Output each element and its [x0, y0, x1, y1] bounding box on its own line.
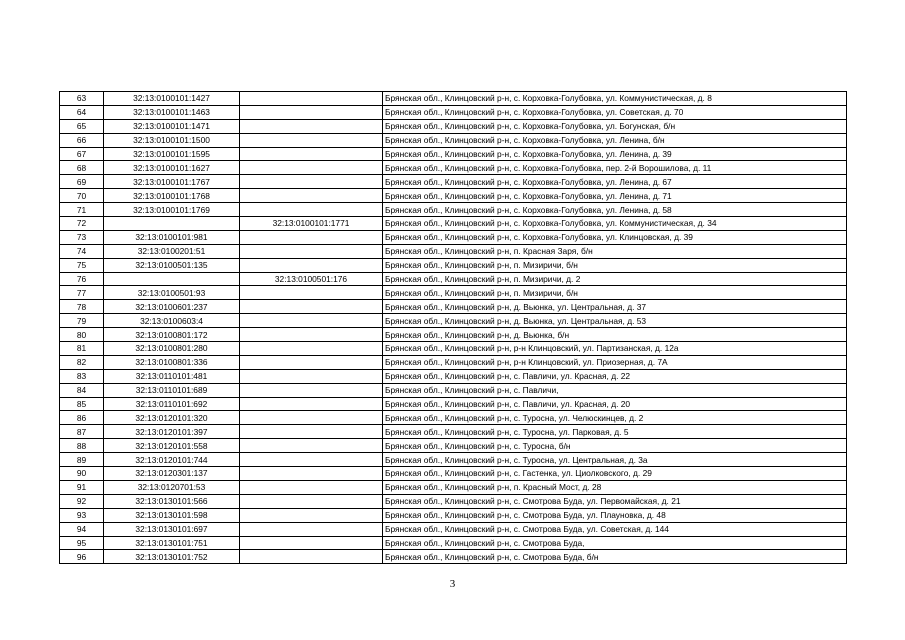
address-cell: Брянская обл., Клинцовский р-н, р-н Клинцовский, ул. Партизанская, д. 12а: [383, 342, 847, 356]
cadastral-number-alt-cell: [240, 147, 383, 161]
address-cell: Брянская обл., Клинцовский р-н, с. Туросна, ул. Парковая, д. 5: [383, 425, 847, 439]
address-cell: Брянская обл., Клинцовский р-н, с. Корховка-Голубовка, ул. Коммунистическая, д. 34: [383, 217, 847, 231]
table-row: [60, 217, 847, 231]
table-row: [60, 286, 847, 300]
row-number-cell: 77: [60, 286, 104, 300]
row-number-cell: 95: [60, 536, 104, 550]
address-cell: Брянская обл., Клинцовский р-н, п. Мизиричи, д. 2: [383, 272, 847, 286]
cadastral-number-cell: 32:13:0120101:744: [104, 453, 240, 467]
cadastral-number-alt-cell: [240, 550, 383, 564]
cadastral-number-cell: 32:13:0100601:237: [104, 300, 240, 314]
cadastral-number-alt-cell: [240, 258, 383, 272]
table-row: [60, 328, 847, 342]
table-row: [60, 133, 847, 147]
row-number-cell: 75: [60, 258, 104, 272]
table-row: [60, 439, 847, 453]
row-number-cell: 64: [60, 105, 104, 119]
cadastral-number-alt-cell: [240, 105, 383, 119]
address-cell: Брянская обл., Клинцовский р-н, с. Павличи,: [383, 383, 847, 397]
cadastral-number-cell: 32:13:0130101:751: [104, 536, 240, 550]
address-cell: Брянская обл., Клинцовский р-н, п. Мизиричи, б/н: [383, 286, 847, 300]
cadastral-number-alt-cell: 32:13:0100501:176: [240, 272, 383, 286]
table-row: [60, 314, 847, 328]
address-cell: Брянская обл., Клинцовский р-н, с. Смотрова Буда, ул. Плауновка, д. 48: [383, 508, 847, 522]
row-number-cell: 91: [60, 480, 104, 494]
table-row: [60, 272, 847, 286]
table-row: [60, 119, 847, 133]
table-row: [60, 550, 847, 564]
table-row: [60, 161, 847, 175]
cadastral-number-alt-cell: [240, 480, 383, 494]
cadastral-number-cell: 32:13:0100101:1463: [104, 105, 240, 119]
cadastral-number-cell: [104, 217, 240, 231]
address-cell: Брянская обл., Клинцовский р-н, с. Корховка-Голубовка, ул. Советская, д. 70: [383, 105, 847, 119]
cadastral-number-alt-cell: [240, 342, 383, 356]
address-cell: Брянская обл., Клинцовский р-н, с. Корховка-Голубовка, ул. Клинцовская, д. 39: [383, 230, 847, 244]
cadastral-number-cell: 32:13:0100101:1769: [104, 203, 240, 217]
cadastral-number-alt-cell: [240, 453, 383, 467]
cadastral-number-alt-cell: [240, 439, 383, 453]
cadastral-number-alt-cell: [240, 397, 383, 411]
address-cell: Брянская обл., Клинцовский р-н, с. Корховка-Голубовка, ул. Коммунистическая, д. 8: [383, 92, 847, 106]
address-cell: Брянская обл., Клинцовский р-н, с. Гастенка, ул. Циолковского, д. 29: [383, 467, 847, 481]
cadastral-number-alt-cell: [240, 328, 383, 342]
cadastral-number-alt-cell: [240, 425, 383, 439]
cadastral-number-alt-cell: [240, 189, 383, 203]
row-number-cell: 79: [60, 314, 104, 328]
cadastral-number-alt-cell: [240, 383, 383, 397]
address-cell: Брянская обл., Клинцовский р-н, с. Корховка-Голубовка, ул. Ленина, д. 39: [383, 147, 847, 161]
table-row: [60, 203, 847, 217]
cadastral-number-cell: [104, 272, 240, 286]
row-number-cell: 92: [60, 494, 104, 508]
row-number-cell: 89: [60, 453, 104, 467]
cadastral-number-cell: 32:13:0110101:481: [104, 369, 240, 383]
row-number-cell: 66: [60, 133, 104, 147]
address-cell: Брянская обл., Клинцовский р-н, с. Корховка-Голубовка, ул. Ленина, б/н: [383, 133, 847, 147]
cadastral-number-cell: 32:13:0130101:752: [104, 550, 240, 564]
table-row: [60, 453, 847, 467]
cadastral-number-cell: 32:13:0100101:1595: [104, 147, 240, 161]
table-row: [60, 230, 847, 244]
address-cell: Брянская обл., Клинцовский р-н, с. Корховка-Голубовка, пер. 2-й Ворошилова, д. 11: [383, 161, 847, 175]
table-row: [60, 300, 847, 314]
address-cell: Брянская обл., Клинцовский р-н, с. Корховка-Голубовка, ул. Ленина, д. 71: [383, 189, 847, 203]
cadastral-number-alt-cell: [240, 175, 383, 189]
cadastral-number-alt-cell: [240, 314, 383, 328]
row-number-cell: 69: [60, 175, 104, 189]
address-cell: Брянская обл., Клинцовский р-н, д. Вьюнка, ул. Центральная, д. 53: [383, 314, 847, 328]
cadastral-number-cell: 32:13:0100801:336: [104, 355, 240, 369]
row-number-cell: 87: [60, 425, 104, 439]
cadastral-number-cell: 32:13:0120301:137: [104, 467, 240, 481]
cadastral-number-alt-cell: [240, 244, 383, 258]
table-row: [60, 244, 847, 258]
row-number-cell: 84: [60, 383, 104, 397]
cadastral-number-alt-cell: [240, 161, 383, 175]
row-number-cell: 78: [60, 300, 104, 314]
cadastral-number-cell: 32:13:0100501:135: [104, 258, 240, 272]
cadastral-number-alt-cell: [240, 508, 383, 522]
cadastral-number-alt-cell: [240, 203, 383, 217]
row-number-cell: 73: [60, 230, 104, 244]
cadastral-number-cell: 32:13:0110101:692: [104, 397, 240, 411]
table-row: [60, 258, 847, 272]
address-cell: Брянская обл., Клинцовский р-н, п. Мизиричи, б/н: [383, 258, 847, 272]
cadastral-number-alt-cell: [240, 92, 383, 106]
address-cell: Брянская обл., Клинцовский р-н, с. Корховка-Голубовка, ул. Ленина, д. 67: [383, 175, 847, 189]
cadastral-number-cell: 32:13:0130101:566: [104, 494, 240, 508]
table-body: [60, 92, 847, 564]
address-cell: Брянская обл., Клинцовский р-н, с. Смотрова Буда, ул. Первомайская, д. 21: [383, 494, 847, 508]
row-number-cell: 74: [60, 244, 104, 258]
row-number-cell: 76: [60, 272, 104, 286]
property-registry-table: [59, 91, 847, 564]
row-number-cell: 72: [60, 217, 104, 231]
address-cell: Брянская обл., Клинцовский р-н, с. Павличи, ул. Красная, д. 20: [383, 397, 847, 411]
table-row: [60, 147, 847, 161]
row-number-cell: 85: [60, 397, 104, 411]
table-row: [60, 105, 847, 119]
address-cell: Брянская обл., Клинцовский р-н, п. Красная Заря, б/н: [383, 244, 847, 258]
row-number-cell: 83: [60, 369, 104, 383]
table-row: [60, 369, 847, 383]
address-cell: Брянская обл., Клинцовский р-н, с. Туросна, ул. Центральная, д. 3а: [383, 453, 847, 467]
cadastral-number-cell: 32:13:0120101:397: [104, 425, 240, 439]
table-row: [60, 175, 847, 189]
address-cell: Брянская обл., Клинцовский р-н, д. Вьюнка, б/н: [383, 328, 847, 342]
row-number-cell: 67: [60, 147, 104, 161]
table-row: [60, 522, 847, 536]
cadastral-number-cell: 32:13:0100201:51: [104, 244, 240, 258]
cadastral-number-cell: 32:13:0120101:320: [104, 411, 240, 425]
row-number-cell: 70: [60, 189, 104, 203]
cadastral-number-alt-cell: [240, 119, 383, 133]
cadastral-number-cell: 32:13:0100801:172: [104, 328, 240, 342]
table-row: [60, 383, 847, 397]
address-cell: Брянская обл., Клинцовский р-н, с. Туросна, ул. Челюскинцев, д. 2: [383, 411, 847, 425]
table-row: [60, 425, 847, 439]
table-row: [60, 397, 847, 411]
cadastral-number-cell: 32:13:0120101:558: [104, 439, 240, 453]
table-row: [60, 494, 847, 508]
table-row: [60, 189, 847, 203]
cadastral-number-alt-cell: [240, 355, 383, 369]
cadastral-number-alt-cell: [240, 230, 383, 244]
row-number-cell: 96: [60, 550, 104, 564]
table-row: [60, 342, 847, 356]
table-row: [60, 508, 847, 522]
cadastral-number-cell: 32:13:0100501:93: [104, 286, 240, 300]
cadastral-number-alt-cell: [240, 536, 383, 550]
page-number: 3: [449, 578, 456, 590]
cadastral-number-cell: 32:13:0100101:1471: [104, 119, 240, 133]
cadastral-number-cell: 32:13:0100801:280: [104, 342, 240, 356]
table-row: [60, 411, 847, 425]
address-cell: Брянская обл., Клинцовский р-н, д. Вьюнка, ул. Центральная, д. 37: [383, 300, 847, 314]
address-cell: Брянская обл., Клинцовский р-н, с. Корховка-Голубовка, ул. Ленина, д. 58: [383, 203, 847, 217]
cadastral-number-alt-cell: [240, 467, 383, 481]
row-number-cell: 68: [60, 161, 104, 175]
table-row: [60, 536, 847, 550]
cadastral-number-cell: 32:13:0100101:981: [104, 230, 240, 244]
address-cell: Брянская обл., Клинцовский р-н, с. Корховка-Голубовка, ул. Богунская, б/н: [383, 119, 847, 133]
cadastral-number-cell: 32:13:0100101:1627: [104, 161, 240, 175]
cadastral-number-cell: 32:13:0100101:1768: [104, 189, 240, 203]
cadastral-number-cell: 32:13:0100101:1500: [104, 133, 240, 147]
row-number-cell: 86: [60, 411, 104, 425]
cadastral-number-alt-cell: [240, 411, 383, 425]
row-number-cell: 65: [60, 119, 104, 133]
cadastral-number-cell: 32:13:0120701:53: [104, 480, 240, 494]
address-cell: Брянская обл., Клинцовский р-н, с. Туросна, б/н: [383, 439, 847, 453]
row-number-cell: 88: [60, 439, 104, 453]
table-row: [60, 355, 847, 369]
table-row: [60, 92, 847, 106]
table-row: [60, 467, 847, 481]
cadastral-number-alt-cell: [240, 494, 383, 508]
address-cell: Брянская обл., Клинцовский р-н, с. Смотрова Буда, ул. Советская, д. 144: [383, 522, 847, 536]
cadastral-number-alt-cell: [240, 286, 383, 300]
row-number-cell: 63: [60, 92, 104, 106]
cadastral-number-cell: 32:13:0100101:1427: [104, 92, 240, 106]
address-cell: Брянская обл., Клинцовский р-н, с. Смотрова Буда,: [383, 536, 847, 550]
address-cell: Брянская обл., Клинцовский р-н, с. Павличи, ул. Красная, д. 22: [383, 369, 847, 383]
row-number-cell: 93: [60, 508, 104, 522]
table-row: [60, 480, 847, 494]
cadastral-number-alt-cell: [240, 369, 383, 383]
cadastral-number-alt-cell: [240, 300, 383, 314]
address-cell: Брянская обл., Клинцовский р-н, с. Смотрова Буда, б/н: [383, 550, 847, 564]
cadastral-number-alt-cell: 32:13:0100101:1771: [240, 217, 383, 231]
row-number-cell: 82: [60, 355, 104, 369]
address-cell: Брянская обл., Клинцовский р-н, п. Красный Мост, д. 28: [383, 480, 847, 494]
row-number-cell: 90: [60, 467, 104, 481]
cadastral-number-cell: 32:13:0110101:689: [104, 383, 240, 397]
row-number-cell: 81: [60, 342, 104, 356]
cadastral-number-cell: 32:13:0130101:697: [104, 522, 240, 536]
row-number-cell: 94: [60, 522, 104, 536]
cadastral-number-cell: 32:13:0100603:4: [104, 314, 240, 328]
cadastral-number-alt-cell: [240, 133, 383, 147]
row-number-cell: 71: [60, 203, 104, 217]
address-cell: Брянская обл., Клинцовский р-н, р-н Клинцовский, ул. Приозерная, д. 7А: [383, 355, 847, 369]
cadastral-number-cell: 32:13:0130101:598: [104, 508, 240, 522]
cadastral-number-cell: 32:13:0100101:1767: [104, 175, 240, 189]
row-number-cell: 80: [60, 328, 104, 342]
cadastral-number-alt-cell: [240, 522, 383, 536]
